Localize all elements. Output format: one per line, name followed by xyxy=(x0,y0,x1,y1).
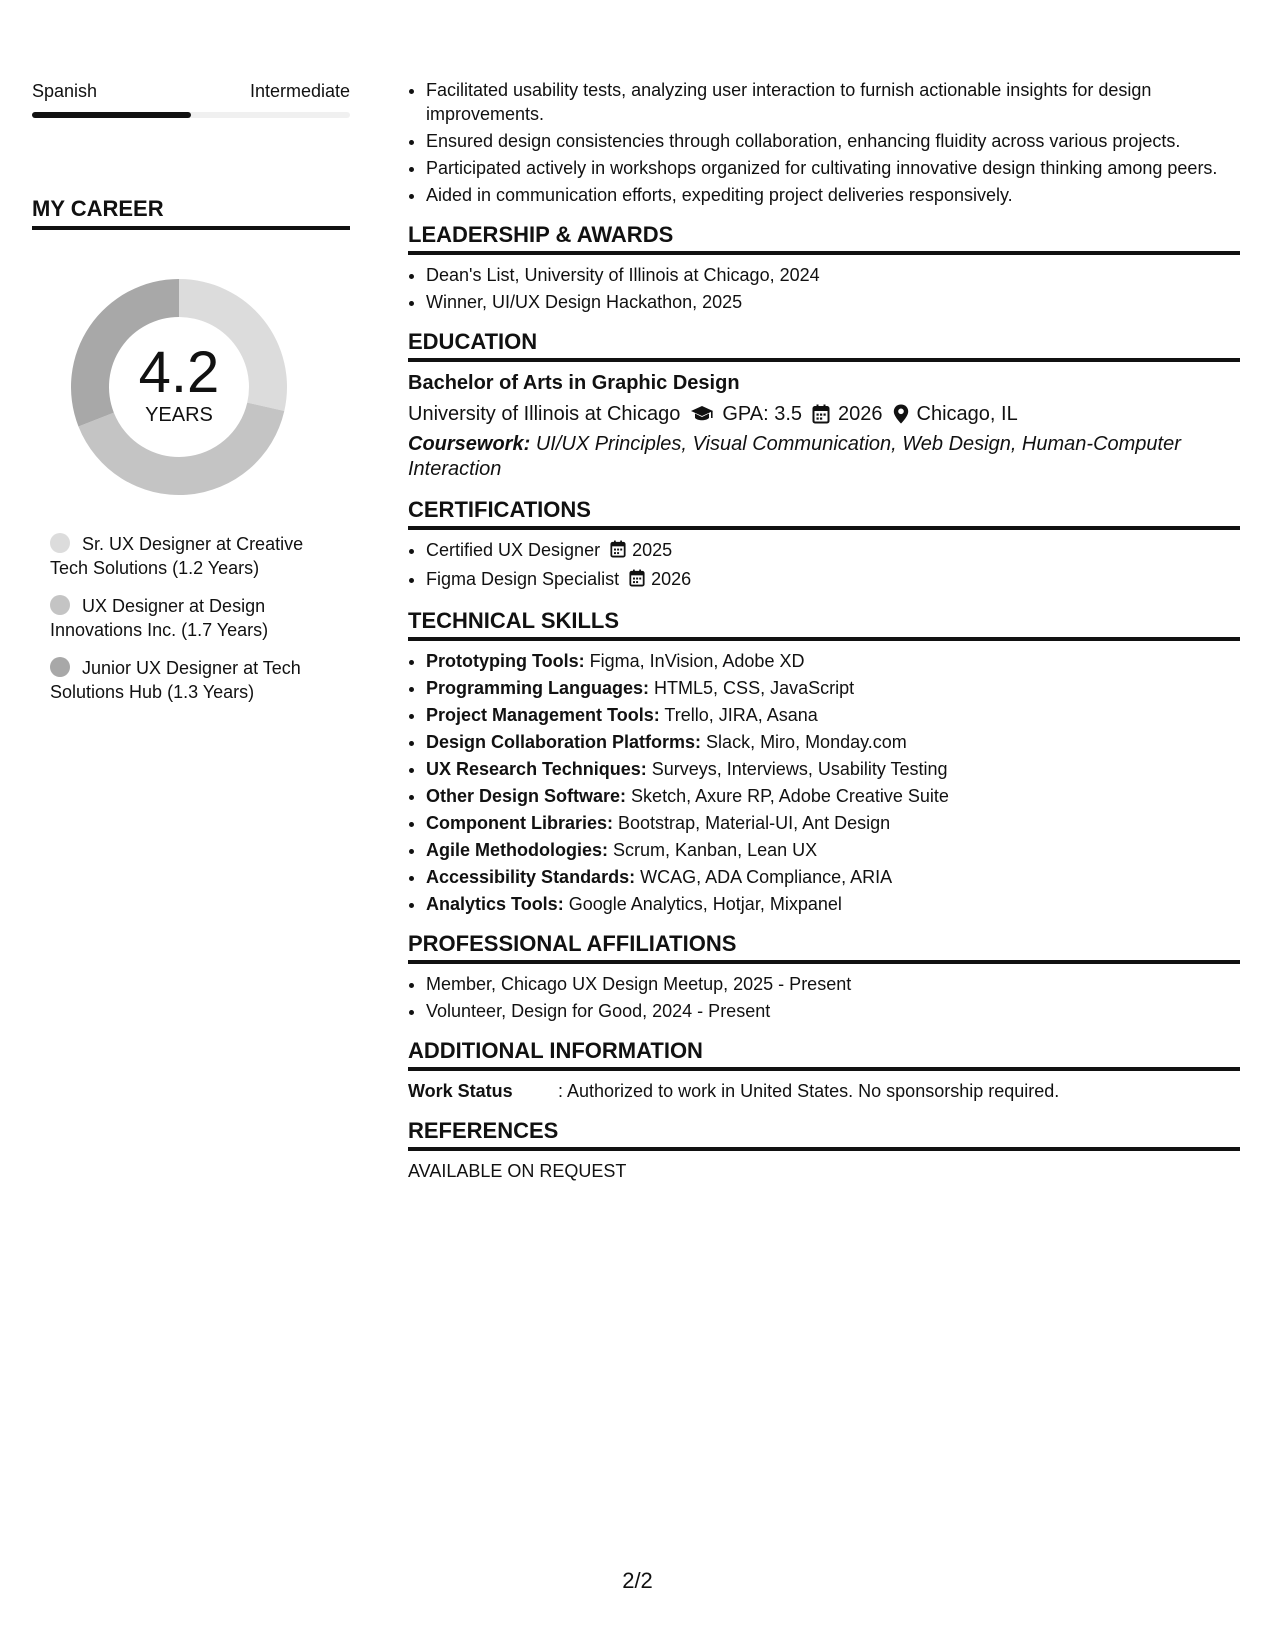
list-item: • Dean's List, University of Illinois at Chicago, 2024 xyxy=(426,263,1240,287)
calendar-icon xyxy=(812,404,830,424)
graduation-cap-icon xyxy=(690,405,714,423)
left-column xyxy=(32,80,350,702)
language-name: Spanish xyxy=(32,81,98,101)
list-item: • Participated actively in workshops organized for cultivating innovative design thinking among peers. xyxy=(426,156,1240,180)
list-item: • Facilitated usability tests, analyzing user interaction to furnish actionable insights for design improvements. xyxy=(426,78,1240,126)
list-item: • Ensured design consistencies through collaboration, enhancing fluidity across various projects. xyxy=(426,129,1240,153)
legend-label: Sr. UX Designer at Creative Tech Solutions (1.2 Years) xyxy=(50,534,304,578)
list-item xyxy=(426,676,1240,700)
skills-list xyxy=(408,649,1240,916)
skill-value: WCAG, ADA Compliance, ARIA xyxy=(640,867,893,887)
certification-year: 2026 xyxy=(651,569,692,589)
affiliations-list xyxy=(408,972,1240,1023)
skill-label: Agile Methodologies: xyxy=(426,840,608,860)
skill-value: Scrum, Kanban, Lean UX xyxy=(613,840,818,860)
legend-item xyxy=(50,656,320,704)
skill-label: Other Design Software: xyxy=(426,786,627,806)
work-status-label: Work Status xyxy=(408,1081,513,1101)
career-total-unit: YEARS xyxy=(145,404,213,426)
skill-value: Figma, InVision, Adobe XD xyxy=(589,651,805,671)
list-item xyxy=(426,703,1240,727)
list-item xyxy=(426,865,1240,889)
calendar-icon xyxy=(629,569,645,593)
education-year: 2026 xyxy=(838,403,883,425)
education-degree: Bachelor of Arts in Graphic Design xyxy=(408,372,740,394)
skill-value: Google Analytics, Hotjar, Mixpanel xyxy=(568,894,842,914)
language-proficiency-bar xyxy=(32,112,350,118)
education-location: Chicago, IL xyxy=(916,403,1018,425)
work-status-row xyxy=(408,1079,1240,1103)
list-item xyxy=(426,757,1240,781)
affiliations-heading: PROFESSIONAL AFFILIATIONS xyxy=(408,930,1240,964)
skill-label: UX Research Techniques: xyxy=(426,759,647,779)
language-row xyxy=(32,80,350,102)
list-item: • Aided in communication efforts, expediting project deliveries responsively. xyxy=(426,183,1240,207)
education-coursework xyxy=(408,432,1240,482)
skill-label: Prototyping Tools: xyxy=(426,651,585,671)
skill-label: Accessibility Standards: xyxy=(426,867,636,887)
skill-value: Slack, Miro, Monday.com xyxy=(706,732,907,752)
list-item xyxy=(426,892,1240,916)
coursework-label: Coursework: xyxy=(408,433,531,455)
list-item: • Winner, UI/UX Design Hackathon, 2025 xyxy=(426,290,1240,314)
right-column xyxy=(408,78,1240,1183)
skill-label: Programming Languages: xyxy=(426,678,650,698)
skill-label: Design Collaboration Platforms: xyxy=(426,732,702,752)
list-item xyxy=(426,649,1240,673)
list-item xyxy=(426,838,1240,862)
donut-center xyxy=(64,272,294,502)
list-item xyxy=(426,538,1240,564)
legend-dot xyxy=(50,595,70,615)
experience-bullets xyxy=(408,78,1240,207)
certification-year: 2025 xyxy=(632,540,673,560)
map-pin-icon xyxy=(893,404,909,424)
legend-item xyxy=(50,532,320,580)
page-number: 2/2 xyxy=(622,1568,653,1593)
education-meta xyxy=(408,400,1240,428)
additional-info-heading: ADDITIONAL INFORMATION xyxy=(408,1037,1240,1071)
skill-value: HTML5, CSS, JavaScript xyxy=(654,678,855,698)
language-level: Intermediate xyxy=(249,81,350,101)
skill-label: Analytics Tools: xyxy=(426,894,564,914)
education-heading: EDUCATION xyxy=(408,328,1240,362)
references-text: AVAILABLE ON REQUEST xyxy=(408,1161,627,1181)
skill-value: Trello, JIRA, Asana xyxy=(664,705,818,725)
skill-label: Project Management Tools: xyxy=(426,705,660,725)
skill-label: Component Libraries: xyxy=(426,813,614,833)
certifications-heading: CERTIFICATIONS xyxy=(408,496,1240,530)
awards-list xyxy=(408,263,1240,314)
certifications-list xyxy=(408,538,1240,593)
career-heading: MY CAREER xyxy=(32,196,350,230)
list-item xyxy=(426,567,1240,593)
education-gpa: GPA: 3.5 xyxy=(722,403,803,425)
list-item xyxy=(426,730,1240,754)
legend-dot xyxy=(50,533,70,553)
calendar-icon xyxy=(610,540,626,564)
skill-value: Sketch, Axure RP, Adobe Creative Suite xyxy=(631,786,949,806)
skills-heading: TECHNICAL SKILLS xyxy=(408,607,1240,641)
career-legend xyxy=(50,532,320,718)
legend-item xyxy=(50,594,320,642)
awards-heading: LEADERSHIP & AWARDS xyxy=(408,221,1240,255)
language-proficiency-fill xyxy=(32,112,191,118)
work-status-value: : Authorized to work in United States. No sponsorship required. xyxy=(558,1081,1060,1101)
legend-label: UX Designer at Design Innovations Inc. (1.7 Years) xyxy=(50,596,269,640)
career-donut-chart xyxy=(64,272,294,502)
certification-name: Certified UX Designer xyxy=(426,540,601,560)
legend-dot xyxy=(50,657,70,677)
list-item xyxy=(426,811,1240,835)
list-item: • Volunteer, Design for Good, 2024 - Present xyxy=(426,999,1240,1023)
list-item: • Member, Chicago UX Design Meetup, 2025 - Present xyxy=(426,972,1240,996)
list-item xyxy=(426,784,1240,808)
career-total-value: 4.2 xyxy=(138,340,220,405)
skill-value: Surveys, Interviews, Usability Testing xyxy=(651,759,948,779)
references-heading: REFERENCES xyxy=(408,1117,1240,1151)
education-school: University of Illinois at Chicago xyxy=(408,403,681,425)
skill-value: Bootstrap, Material-UI, Ant Design xyxy=(618,813,891,833)
legend-label: Junior UX Designer at Tech Solutions Hub (1.3 Years) xyxy=(50,658,301,702)
coursework-value: UI/UX Principles, Visual Communication, Web Design, Human-Computer Interaction xyxy=(408,433,1181,480)
certification-name: Figma Design Specialist xyxy=(426,569,620,589)
